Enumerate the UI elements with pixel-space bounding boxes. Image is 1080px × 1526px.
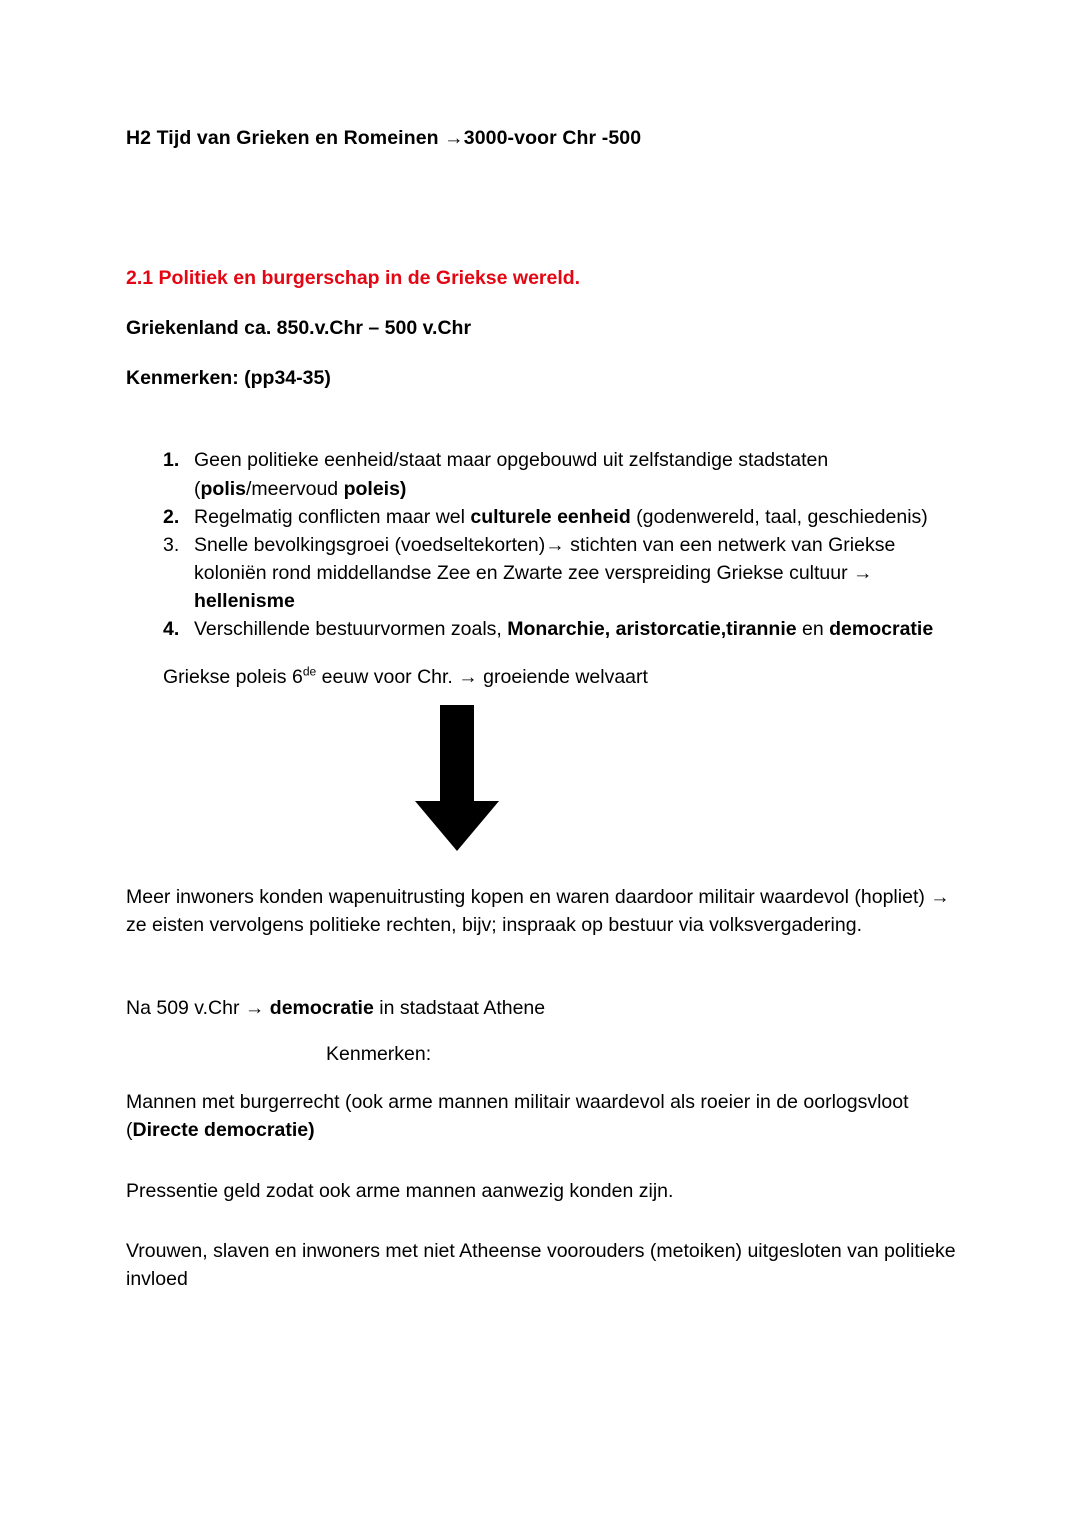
bold-term: polis <box>200 477 247 500</box>
plain-text: Geen politieke eenheid/staat maar opgebouwd uit zelfstandige stadstaten ( <box>194 449 829 500</box>
list-item-text <box>194 534 895 612</box>
arrow-region <box>126 691 958 883</box>
pressentie-paragraph: Pressentie geld zodat ook arme mannen aanwezig konden zijn. <box>126 1179 674 1202</box>
directe-democratie-bold: Directe democratie) <box>132 1119 315 1142</box>
page-title: H2 Tijd van Grieken en Romeinen →3000-voor Chr -500 <box>126 127 642 149</box>
kenmerken-label: Kenmerken: (pp34-35) <box>126 367 331 390</box>
section-heading: 2.1 Politiek en burgerschap in de Griekse wereld. <box>126 267 581 290</box>
list-item <box>126 531 958 615</box>
list-item-text <box>194 449 828 499</box>
ordinal-suffix: de <box>302 664 317 679</box>
democratie-post: in stadstaat Athene <box>373 997 546 1020</box>
list-item <box>126 446 958 502</box>
plain-text: (godenwereld, taal, geschiedenis) <box>630 505 928 528</box>
bold-term: hellenisme <box>194 589 295 612</box>
bold-term: democratie <box>829 617 934 640</box>
uitgesloten-paragraph: Vrouwen, slaven en inwoners met niet Atheense voorouders (metoiken) uitgesloten van politieke invloed <box>126 1239 956 1290</box>
plain-text: Snelle bevolkingsgroei (voedseltekorten)→ stichten van een netwerk van Griekse koloniën rond middellandse Zee en Zwarte zee verspreiding Griekse cultuur → <box>194 533 896 584</box>
plain-text: Verschillende bestuurvormen zoals, <box>194 617 508 640</box>
kenmerken-sub-label: Kenmerken: <box>326 1043 432 1066</box>
list-item-number: 2. <box>163 505 180 528</box>
hopliet-paragraph: Meer inwoners konden wapenuitrusting kopen en waren daardoor militair waardevol (hopliet) → ze eisten vervolgens politieke rechten, bijv; inspraak op bestuur via volksvergadering. <box>126 886 950 937</box>
bold-term: Monarchie, aristorcatie,tirannie <box>507 617 797 640</box>
burgerrecht-paragraph <box>126 1068 958 1144</box>
list-item-number: 4. <box>163 617 180 640</box>
plain-text: en <box>796 617 830 640</box>
list-item-number: 3. <box>163 533 180 556</box>
poleis-welvaart-line <box>126 643 958 691</box>
poleis-text-post: eeuw voor Chr. → groeiende welvaart <box>316 665 648 688</box>
list-item <box>126 503 958 531</box>
list-item <box>126 615 958 643</box>
democratie-line <box>126 939 958 1022</box>
kenmerken-list <box>126 391 958 643</box>
bold-term: culturele eenheid <box>470 505 631 528</box>
democratie-bold: democratie <box>269 997 374 1020</box>
document-content <box>126 0 958 1293</box>
democratie-pre: Na 509 v.Chr → <box>126 997 270 1020</box>
plain-text: Regelmatig conflicten maar wel <box>194 505 471 528</box>
poleis-text-pre: Griekse poleis 6 <box>163 665 303 688</box>
plain-text: /meervoud <box>246 477 344 500</box>
bold-term: poleis) <box>343 477 407 500</box>
down-arrow-icon <box>415 705 499 851</box>
period-line: Griekenland ca. 850.v.Chr – 500 v.Chr <box>126 316 472 339</box>
list-item-number: 1. <box>163 449 180 472</box>
burgerrecht-pre: Mannen met burgerrecht (ook arme mannen militair waardevol als roeier in de oorlogsvloot ( <box>126 1091 909 1142</box>
list-item-text <box>194 506 928 528</box>
list-item-text <box>194 618 933 640</box>
